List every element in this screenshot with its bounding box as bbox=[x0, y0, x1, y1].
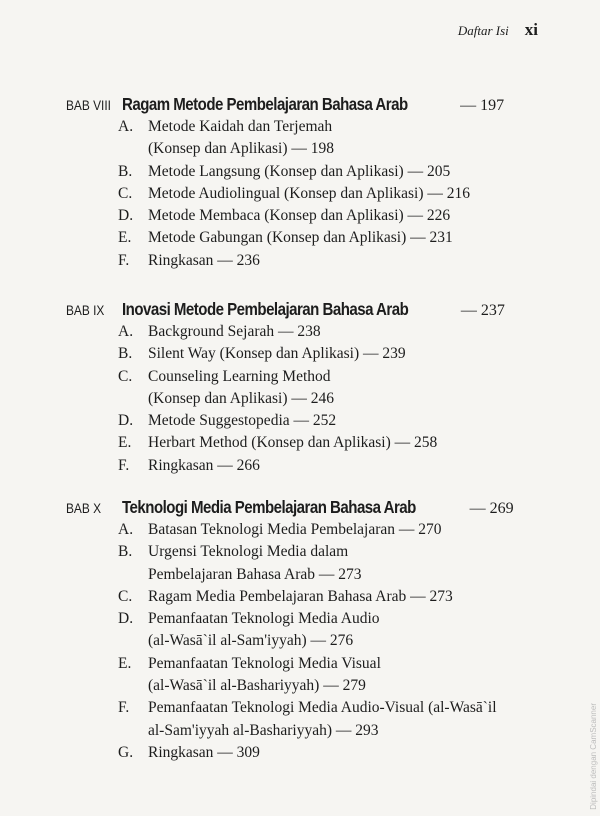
chapter-page: — 197 bbox=[460, 97, 505, 114]
toc-entry[interactable] bbox=[118, 250, 566, 272]
entry-text: Pemanfaatan Teknologi Media Audio-Visual (al-Wasā`il al-Sam'iyyah al-Bashariyyah) — 293 bbox=[148, 699, 497, 739]
chapter-page: — 237 bbox=[460, 302, 505, 319]
entry-text: Pemanfaatan Teknologi Media Audio (al-Wasā`il al-Sam'iyyah) — 276 bbox=[148, 610, 380, 650]
chapter-number: BAB VIII bbox=[66, 97, 111, 113]
chapter-number: BAB IX bbox=[66, 302, 105, 318]
section-list bbox=[66, 519, 566, 764]
entry-text: Background Sejarah — 238 bbox=[148, 323, 321, 340]
toc-entry[interactable] bbox=[118, 343, 566, 365]
entry-letter: C. bbox=[118, 587, 133, 605]
entry-text: Pemanfaatan Teknologi Media Visual (al-Wasā`il al-Bashariyyah) — 279 bbox=[148, 654, 381, 695]
entry-letter: F. bbox=[118, 251, 130, 269]
chapter-title: Teknologi Media Pembelajaran Bahasa Arab bbox=[122, 497, 416, 517]
entry-text: Metode Gabungan (Konsep dan Aplikasi) — 231 bbox=[148, 229, 453, 247]
scanner-watermark: Dipindai dengan CamScanner bbox=[589, 703, 598, 810]
entry-text: Ringkasan — 309 bbox=[148, 743, 260, 761]
entry-letter: A. bbox=[118, 521, 134, 538]
entry-text: Urgensi Teknologi Media dalam Pembelajaran Bahasa Arab — 273 bbox=[148, 543, 362, 583]
toc-entry[interactable] bbox=[118, 116, 566, 161]
entry-letter: G. bbox=[118, 743, 134, 761]
toc-entry[interactable] bbox=[118, 608, 566, 653]
entry-letter: C. bbox=[118, 184, 133, 202]
toc-entry[interactable] bbox=[118, 586, 566, 608]
entry-letter: D. bbox=[118, 610, 134, 628]
section-list bbox=[66, 321, 566, 477]
entry-text: Ringkasan — 236 bbox=[148, 251, 260, 269]
entry-letter: B. bbox=[118, 543, 133, 561]
toc-entry[interactable] bbox=[118, 432, 566, 454]
entry-letter: D. bbox=[118, 412, 134, 430]
entry-letter: B. bbox=[118, 345, 133, 363]
toc-entry[interactable] bbox=[118, 161, 566, 183]
chapter-number: BAB X bbox=[66, 500, 102, 516]
chapter-title: Inovasi Metode Pembelajaran Bahasa Arab bbox=[122, 299, 409, 319]
entry-letter: D. bbox=[118, 207, 134, 225]
entry-text: Herbart Method (Konsep dan Aplikasi) — 258 bbox=[148, 434, 438, 452]
toc-entry[interactable] bbox=[118, 205, 566, 227]
section-list bbox=[66, 116, 566, 272]
toc-entry[interactable] bbox=[118, 519, 566, 541]
entry-text: Metode Membaca (Konsep dan Aplikasi) — 226 bbox=[148, 207, 451, 225]
toc-entry[interactable] bbox=[118, 541, 566, 586]
toc-entry[interactable] bbox=[118, 697, 566, 742]
chapter-bab-x bbox=[66, 497, 566, 764]
entry-text: Counseling Learning Method (Konsep dan Aplikasi) — 246 bbox=[148, 367, 334, 407]
entry-letter: A. bbox=[118, 118, 134, 135]
toc-entry[interactable] bbox=[118, 653, 566, 698]
chapter-heading bbox=[66, 497, 566, 518]
toc-entry[interactable] bbox=[118, 321, 566, 343]
entry-letter: B. bbox=[118, 162, 133, 180]
entry-text: Ragam Media Pembelajaran Bahasa Arab — 273 bbox=[148, 587, 453, 605]
running-title: Daftar Isi bbox=[457, 23, 509, 38]
entry-letter: F. bbox=[118, 456, 130, 474]
entry-letter: C. bbox=[118, 367, 133, 385]
toc-entry[interactable] bbox=[118, 183, 566, 205]
entry-text: Ringkasan — 266 bbox=[148, 456, 260, 474]
entry-letter: F. bbox=[118, 699, 130, 717]
entry-text: Batasan Teknologi Media Pembelajaran — 270 bbox=[148, 521, 442, 538]
page-number: xi bbox=[524, 20, 538, 39]
chapter-title: Ragam Metode Pembelajaran Bahasa Arab bbox=[122, 94, 408, 114]
toc-entry[interactable] bbox=[118, 366, 566, 411]
entry-text: Metode Suggestopedia — 252 bbox=[148, 412, 337, 430]
entry-text: Metode Kaidah dan Terjemah (Konsep dan Aplikasi) — 198 bbox=[148, 118, 334, 158]
chapter-heading bbox=[66, 94, 566, 115]
toc-entry[interactable] bbox=[118, 742, 566, 764]
toc-entry[interactable] bbox=[118, 410, 566, 432]
entry-text: Metode Audiolingual (Konsep dan Aplikasi) — 216 bbox=[148, 184, 471, 202]
entry-letter: E. bbox=[118, 654, 132, 672]
entry-letter: A. bbox=[118, 323, 134, 340]
running-header bbox=[458, 20, 538, 40]
entry-text: Metode Langsung (Konsep dan Aplikasi) — 205 bbox=[148, 162, 451, 180]
toc-entry[interactable] bbox=[118, 455, 566, 477]
chapter-bab-ix bbox=[66, 299, 566, 477]
chapter-page: — 269 bbox=[469, 500, 514, 517]
entry-text: Silent Way (Konsep dan Aplikasi) — 239 bbox=[148, 345, 406, 363]
chapter-bab-viii bbox=[66, 94, 566, 272]
chapter-heading bbox=[66, 299, 566, 320]
toc-entry[interactable] bbox=[118, 227, 566, 249]
entry-letter: E. bbox=[118, 229, 132, 247]
entry-letter: E. bbox=[118, 434, 132, 452]
